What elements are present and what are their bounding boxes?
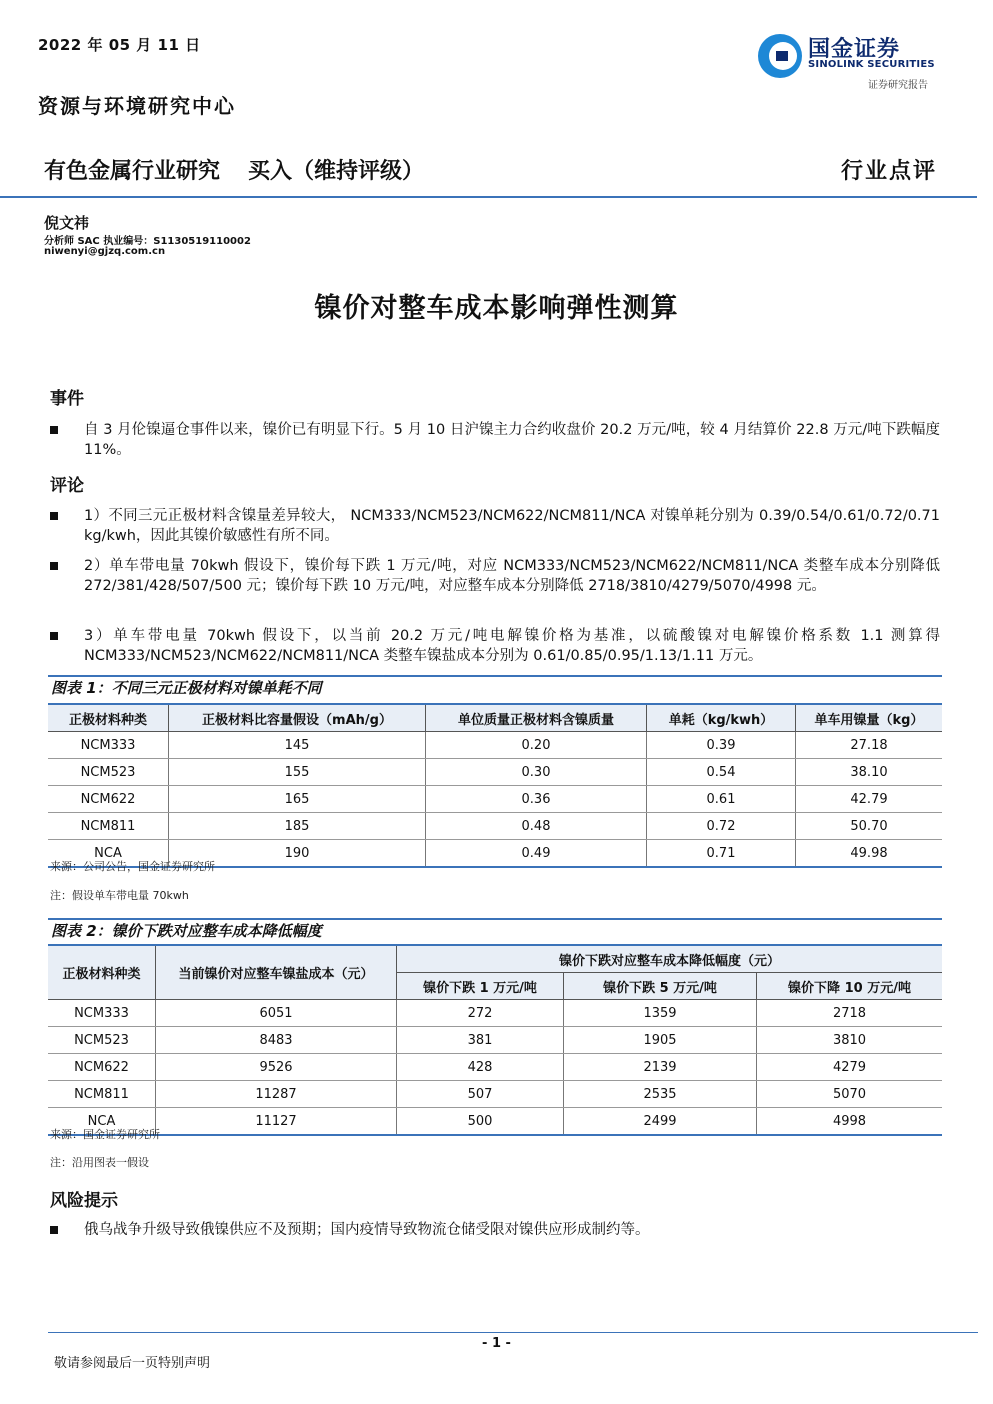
list-item bbox=[50, 1220, 940, 1240]
table-cell: NCA bbox=[48, 1108, 156, 1136]
footer-disclaimer: 敬请参阅最后一页特别声明 bbox=[54, 1356, 211, 1371]
table-cell: 4279 bbox=[757, 1054, 943, 1081]
table-cell: 381 bbox=[397, 1027, 564, 1054]
table-row bbox=[48, 732, 942, 759]
table-row bbox=[48, 813, 942, 840]
analyst-id: 分析师 SAC 执业编号：S1130519110002 bbox=[44, 236, 251, 247]
table-cell: 155 bbox=[169, 759, 426, 786]
table2-header: 当前镍价对应整车镍盐成本（元） bbox=[156, 945, 397, 1000]
table-cell: 0.39 bbox=[647, 732, 796, 759]
table-row bbox=[48, 1000, 942, 1027]
research-center: 资源与环境研究中心 bbox=[38, 94, 236, 118]
bullet-text: 1）不同三元正极材料含镍量差异较大， NCM333/NCM523/NCM622/NCM811/NCA 对镍单耗分别为 0.39/0.54/0.61/0.72/0.71 kg/kwh，因此其镍价敏感性有所不同。 bbox=[84, 508, 940, 544]
analyst-name: 倪文祎 bbox=[44, 214, 90, 232]
table-cell: 185 bbox=[169, 813, 426, 840]
logo-mark-icon bbox=[756, 32, 804, 80]
table-cell: 0.30 bbox=[426, 759, 647, 786]
table-cell: 0.61 bbox=[647, 786, 796, 813]
table1 bbox=[48, 703, 942, 868]
table-cell: 42.79 bbox=[796, 786, 943, 813]
table2-subheader: 镍价下降 10 万元/吨 bbox=[757, 973, 943, 1000]
table-cell: 0.72 bbox=[647, 813, 796, 840]
table2-header: 正极材料种类 bbox=[48, 945, 156, 1000]
table-cell: NCM811 bbox=[48, 813, 169, 840]
table1-header: 单耗（kg/kwh） bbox=[647, 704, 796, 732]
table-cell: 11287 bbox=[156, 1081, 397, 1108]
report-title: 镍价对整车成本影响弹性测算 bbox=[314, 293, 679, 324]
rating: 买入（维持评级） bbox=[248, 159, 425, 184]
list-item bbox=[50, 626, 940, 666]
table-cell: 190 bbox=[169, 840, 426, 868]
list-item bbox=[50, 506, 940, 546]
report-date: 2022 年 05 月 11 日 bbox=[38, 36, 201, 54]
table-cell: 272 bbox=[397, 1000, 564, 1027]
table-cell: NCM811 bbox=[48, 1081, 156, 1108]
logo-subtitle: 证券研究报告 bbox=[868, 80, 928, 91]
bullet-text: 俄乌战争升级导致俄镍供应不及预期；国内疫情导致物流仓储受限对镍供应形成制约等。 bbox=[84, 1222, 650, 1238]
table-row bbox=[48, 1108, 942, 1136]
table1-header: 正极材料种类 bbox=[48, 704, 169, 732]
table-cell: 0.54 bbox=[647, 759, 796, 786]
table-cell: 2718 bbox=[757, 1000, 943, 1027]
bullet-text: 3）单车带电量 70kwh 假设下，以当前 20.2 万元/吨电解镍价格为基准，以硫酸镍对电解镍价格系数 1.1 测算得 NCM333/NCM523/NCM622/NCM811/NCA 类整车镍盐成本分别为 0.61/0.85/0.95/1.13/1.11 万元。 bbox=[84, 628, 940, 664]
table-cell: 1905 bbox=[564, 1027, 757, 1054]
industry-header bbox=[44, 154, 452, 185]
table-cell: 0.20 bbox=[426, 732, 647, 759]
logo-text-en: SINOLINK SECURITIES bbox=[808, 59, 935, 70]
table-cell: 38.10 bbox=[796, 759, 943, 786]
table2-group-header: 镍价下跌对应整车成本降低幅度（元） bbox=[397, 945, 943, 973]
table-cell: 2139 bbox=[564, 1054, 757, 1081]
table-cell: 5070 bbox=[757, 1081, 943, 1108]
table1-source: 来源：公司公告，国金证券研究所 bbox=[50, 860, 215, 873]
table-cell: 2535 bbox=[564, 1081, 757, 1108]
page-number: - 1 - bbox=[482, 1336, 511, 1351]
header-divider bbox=[0, 196, 977, 198]
table2-note: 注：沿用图表一假设 bbox=[50, 1156, 149, 1169]
table-cell: NCM523 bbox=[48, 1027, 156, 1054]
table-cell: 2499 bbox=[564, 1108, 757, 1136]
table-cell: 165 bbox=[169, 786, 426, 813]
bullet-text: 2）单车带电量 70kwh 假设下，镍价每下跌 1 万元/吨，对应 NCM333/NCM523/NCM622/NCM811/NCA 类整车成本分别降低 272/381/428/507/500 元；镍价每下跌 10 万元/吨，对应整车成本分别降低 2718/3810/4279/5070/4998 元。 bbox=[84, 558, 940, 594]
table2-subheader: 镍价下跌 1 万元/吨 bbox=[397, 973, 564, 1000]
table-cell: 428 bbox=[397, 1054, 564, 1081]
bullet-icon bbox=[50, 1226, 58, 1234]
table1-header: 单位质量正极材料含镍质量 bbox=[426, 704, 647, 732]
bullet-icon bbox=[50, 632, 58, 640]
table-cell: 3810 bbox=[757, 1027, 943, 1054]
table-cell: NCA bbox=[48, 840, 169, 868]
table1-header: 正极材料比容量假设（mAh/g） bbox=[169, 704, 426, 732]
logo-text-cn: 国金证券 bbox=[808, 37, 901, 62]
table2 bbox=[48, 944, 942, 1136]
table1-header: 单车用镍量（kg） bbox=[796, 704, 943, 732]
table-row bbox=[48, 1054, 942, 1081]
report-type: 行业点评 bbox=[840, 158, 937, 184]
table-row bbox=[48, 759, 942, 786]
table-cell: 507 bbox=[397, 1081, 564, 1108]
table2-title: 图表 2：镍价下跌对应整车成本降低幅度 bbox=[48, 918, 942, 940]
analyst-email[interactable]: niwenyi@gjzq.com.cn bbox=[44, 246, 166, 257]
table1-header-row bbox=[48, 704, 942, 732]
section-heading-comment: 评论 bbox=[50, 476, 84, 496]
table-cell: 49.98 bbox=[796, 840, 943, 868]
table-cell: 27.18 bbox=[796, 732, 943, 759]
bullet-icon bbox=[50, 426, 58, 434]
list-item bbox=[50, 556, 940, 596]
table1-note: 注：假设单车带电量 70kwh bbox=[50, 889, 189, 902]
table-row bbox=[48, 1081, 942, 1108]
bullet-icon bbox=[50, 562, 58, 570]
table-cell: 6051 bbox=[156, 1000, 397, 1027]
table-row bbox=[48, 786, 942, 813]
footer-divider bbox=[48, 1332, 978, 1333]
table-cell: 0.36 bbox=[426, 786, 647, 813]
table-cell: 50.70 bbox=[796, 813, 943, 840]
table-cell: 0.71 bbox=[647, 840, 796, 868]
bullet-text: 自 3 月伦镍逼仓事件以来，镍价已有明显下行。5 月 10 日沪镍主力合约收盘价 20.2 万元/吨，较 4 月结算价 22.8 万元/吨下跌幅度 11%。 bbox=[84, 422, 940, 458]
table-cell: NCM622 bbox=[48, 786, 169, 813]
table-cell: NCM523 bbox=[48, 759, 169, 786]
table-cell: NCM622 bbox=[48, 1054, 156, 1081]
table-row bbox=[48, 1027, 942, 1054]
table-cell: 0.48 bbox=[426, 813, 647, 840]
section-heading-risk: 风险提示 bbox=[50, 1191, 118, 1211]
table2-subheader: 镍价下跌 5 万元/吨 bbox=[564, 973, 757, 1000]
section-heading-event: 事件 bbox=[50, 389, 84, 409]
table-cell: 8483 bbox=[156, 1027, 397, 1054]
company-logo bbox=[756, 30, 946, 90]
table-cell: 1359 bbox=[564, 1000, 757, 1027]
industry-name: 有色金属行业研究 bbox=[44, 159, 221, 184]
table-cell: 4998 bbox=[757, 1108, 943, 1136]
table-cell: 11127 bbox=[156, 1108, 397, 1136]
list-item bbox=[50, 420, 940, 460]
table2-source: 来源：国金证券研究所 bbox=[50, 1128, 160, 1141]
table-cell: NCM333 bbox=[48, 732, 169, 759]
table-cell: 500 bbox=[397, 1108, 564, 1136]
table2-header-row bbox=[48, 945, 942, 973]
table1-title: 图表 1：不同三元正极材料对镍单耗不同 bbox=[48, 675, 942, 697]
bullet-icon bbox=[50, 512, 58, 520]
table-cell: 145 bbox=[169, 732, 426, 759]
table-cell: 9526 bbox=[156, 1054, 397, 1081]
table-cell: 0.49 bbox=[426, 840, 647, 868]
table-cell: NCM333 bbox=[48, 1000, 156, 1027]
